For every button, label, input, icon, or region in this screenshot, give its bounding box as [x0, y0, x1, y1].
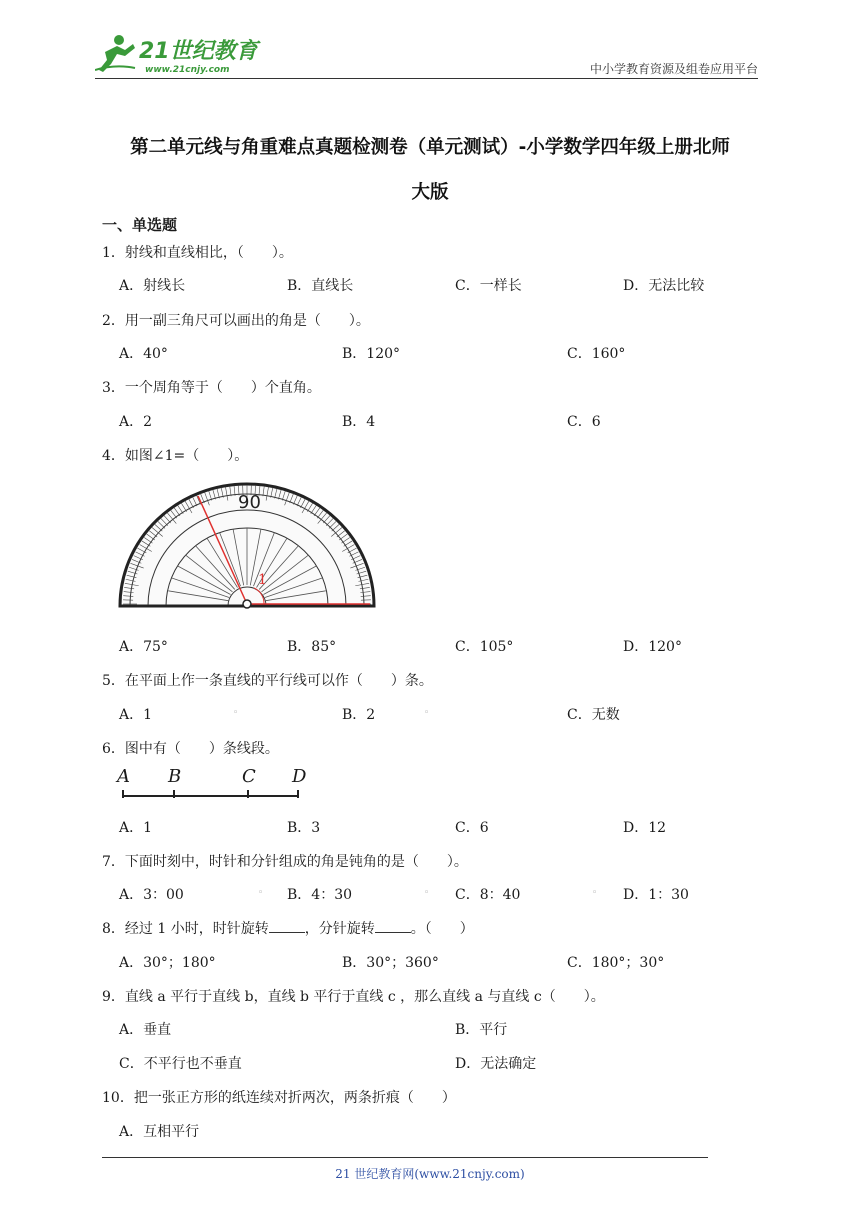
- q4-option-c[interactable]: C．105°: [455, 639, 514, 655]
- header-platform-text: 中小学教育资源及组卷应用平台: [589, 62, 758, 76]
- q2-option-b[interactable]: B．120°: [342, 346, 401, 362]
- segment-figure: [118, 790, 304, 802]
- point-label-b: B: [168, 766, 182, 787]
- runner-icon: [95, 35, 135, 72]
- answer-blank[interactable]: [269, 920, 305, 933]
- question-3: 3．一个周角等于（ ）个直角。: [102, 380, 321, 396]
- dot-mark: ◦: [592, 888, 598, 898]
- q7-option-c[interactable]: C．8：40: [455, 887, 521, 903]
- q8-option-b[interactable]: B．30°；360°: [342, 955, 439, 971]
- question-10: 10．把一张正方形的纸连续对折两次，两条折痕（ ）: [102, 1090, 456, 1106]
- q6-option-c[interactable]: C．6: [455, 820, 489, 836]
- angle-1-label: 1: [258, 572, 267, 588]
- q1-option-b[interactable]: B．直线长: [287, 278, 354, 294]
- q7-option-b[interactable]: B．4：30: [287, 887, 353, 903]
- q6-option-a[interactable]: A．1: [119, 820, 153, 836]
- q1-option-a[interactable]: A．射线长: [119, 278, 186, 294]
- dot-mark: ◦: [424, 888, 430, 898]
- q4-option-b[interactable]: B．85°: [287, 639, 337, 655]
- q5-option-c[interactable]: C．无数: [567, 707, 620, 723]
- q9-option-d[interactable]: D．无法确定: [455, 1056, 537, 1072]
- q6-option-d[interactable]: D．12: [623, 820, 667, 836]
- q3-option-b[interactable]: B．4: [342, 414, 376, 430]
- q5-option-a[interactable]: A．1: [119, 707, 153, 723]
- q9-option-a[interactable]: A．垂直: [119, 1022, 172, 1038]
- q4-option-a[interactable]: A．75°: [119, 639, 168, 655]
- q3-option-c[interactable]: C．6: [567, 414, 601, 430]
- page-header: [95, 30, 758, 80]
- q8-option-a[interactable]: A．30°；180°: [119, 955, 216, 971]
- q7-option-d[interactable]: D．1：30: [623, 887, 689, 903]
- q5-option-b[interactable]: B．2: [342, 707, 376, 723]
- question-8: 8．经过 1 小时，时针旋转 ，分针旋转 。（ ）: [102, 921, 474, 937]
- point-label-c: C: [242, 766, 256, 787]
- dot-mark: ◦: [424, 708, 430, 718]
- q7-option-a[interactable]: A．3：00: [119, 887, 184, 903]
- question-4: 4．如图∠1=（ ）。: [102, 448, 249, 464]
- svg-text:www.21cnjy.com: www.21cnjy.com: [145, 65, 230, 75]
- answer-blank[interactable]: [375, 920, 411, 933]
- question-6: 6．图中有（ ）条线段。: [102, 741, 279, 757]
- q4-option-d[interactable]: D．120°: [623, 639, 682, 655]
- question-7: 7．下面时刻中，时针和分针组成的角是钝角的是（ ）。: [102, 854, 468, 870]
- q10-option-a[interactable]: A．互相平行: [119, 1124, 200, 1140]
- q1-option-d[interactable]: D．无法比较: [623, 278, 705, 294]
- q6-option-b[interactable]: B．3: [287, 820, 321, 836]
- dot-mark: ◦: [233, 708, 239, 718]
- question-5: 5．在平面上作一条直线的平行线可以作（ ）条。: [102, 673, 433, 689]
- protractor-figure: [118, 478, 376, 610]
- dot-mark: ◦: [258, 888, 264, 898]
- q8-option-c[interactable]: C．180°；30°: [567, 955, 665, 971]
- q2-option-c[interactable]: C．160°: [567, 346, 626, 362]
- footer-divider: [102, 1157, 708, 1158]
- header-divider: [95, 78, 758, 79]
- question-1: 1．射线和直线相比，（ ）。: [102, 245, 293, 261]
- footer-text[interactable]: 21 世纪教育网(www.21cnjy.com): [335, 1167, 525, 1181]
- question-2: 2．用一副三角尺可以画出的角是（ ）。: [102, 313, 370, 329]
- q2-option-a[interactable]: A．40°: [119, 346, 168, 362]
- page-title-line1: 第二单元线与角重难点真题检测卷（单元测试）-小学数学四年级上册北师: [130, 137, 730, 158]
- logo: [95, 30, 265, 78]
- q9-option-c[interactable]: C．不平行也不垂直: [119, 1056, 242, 1072]
- q3-option-a[interactable]: A．2: [119, 414, 153, 430]
- section-heading: 一、单选题: [102, 216, 178, 234]
- question-9: 9．直线 a 平行于直线 b，直线 b 平行于直线 c ，那么直线 a 与直线 c（ ）。: [102, 989, 605, 1005]
- svg-text:21世纪教育: 21世纪教育: [139, 39, 258, 64]
- q1-option-c[interactable]: C．一样长: [455, 278, 522, 294]
- q9-option-b[interactable]: B．平行: [455, 1022, 508, 1038]
- page-title-line2: 大版: [411, 182, 449, 203]
- protractor-90-label: 90: [238, 492, 261, 513]
- point-label-a: A: [117, 766, 130, 787]
- point-label-d: D: [292, 766, 307, 787]
